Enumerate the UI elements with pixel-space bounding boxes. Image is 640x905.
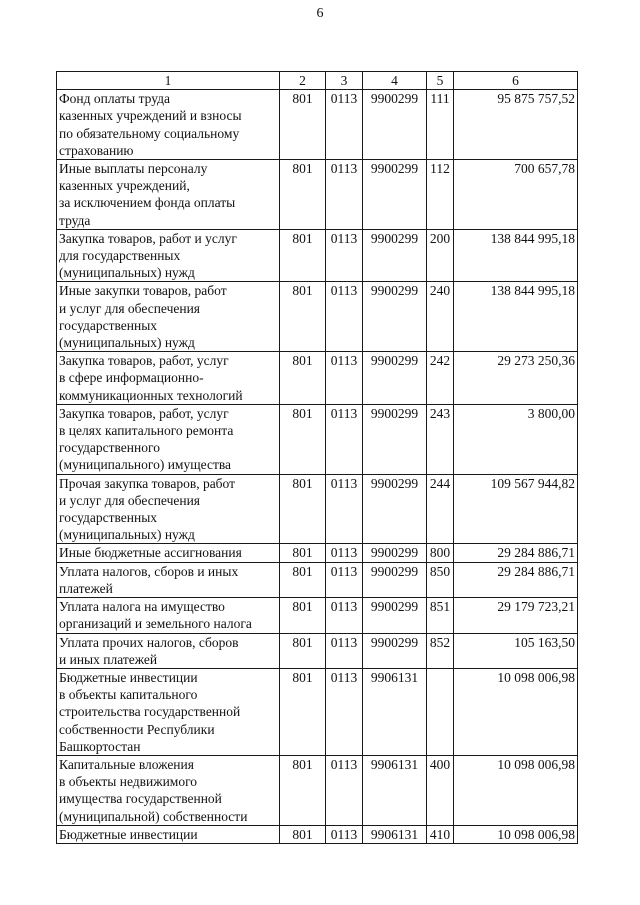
- expense-name: Капитальные вложения в объекты недвижимого имущества государственной (муниципальной) собственности: [57, 755, 280, 825]
- target-code: 9900299: [363, 544, 427, 562]
- section-code: 0113: [326, 352, 363, 405]
- table-row: [57, 90, 578, 160]
- expense-type-code: 244: [427, 474, 454, 544]
- table-row: [57, 825, 578, 843]
- expense-name: Закупка товаров, работ и услуг для государственных (муниципальных) нужд: [57, 229, 280, 282]
- target-code: 9900299: [363, 474, 427, 544]
- amount: 3 800,00: [454, 404, 578, 474]
- table-row: [57, 562, 578, 597]
- target-code: 9900299: [363, 282, 427, 352]
- table-row: [57, 544, 578, 562]
- section-code: 0113: [326, 825, 363, 843]
- page-number: 6: [316, 6, 324, 21]
- grbs-code: 801: [280, 282, 326, 352]
- section-code: 0113: [326, 282, 363, 352]
- header-col-3: 3: [326, 72, 363, 90]
- header-col-1: 1: [57, 72, 280, 90]
- expense-name: Прочая закупка товаров, работ и услуг для обеспечения государственных (муниципальных) нужд: [57, 474, 280, 544]
- table-row: [57, 229, 578, 282]
- expense-type-code: 200: [427, 229, 454, 282]
- grbs-code: 801: [280, 825, 326, 843]
- grbs-code: 801: [280, 404, 326, 474]
- expense-type-code: 242: [427, 352, 454, 405]
- amount: 10 098 006,98: [454, 755, 578, 825]
- section-code: 0113: [326, 598, 363, 633]
- grbs-code: 801: [280, 562, 326, 597]
- expense-name: Бюджетные инвестиции: [57, 825, 280, 843]
- expense-type-code: 850: [427, 562, 454, 597]
- expense-type-code: 852: [427, 633, 454, 668]
- expense-name: Иные бюджетные ассигнования: [57, 544, 280, 562]
- amount: 29 284 886,71: [454, 562, 578, 597]
- expense-name: Уплата налогов, сборов и иных платежей: [57, 562, 280, 597]
- table-row: [57, 668, 578, 755]
- amount: 700 657,78: [454, 160, 578, 230]
- amount: 29 284 886,71: [454, 544, 578, 562]
- amount: 138 844 995,18: [454, 282, 578, 352]
- table-row: [57, 755, 578, 825]
- section-code: 0113: [326, 668, 363, 755]
- amount: 109 567 944,82: [454, 474, 578, 544]
- amount: 10 098 006,98: [454, 825, 578, 843]
- expense-type-code: 111: [427, 90, 454, 160]
- expense-type-code: 112: [427, 160, 454, 230]
- expense-type-code: [427, 668, 454, 755]
- expense-name: Уплата налога на имущество организаций и земельного налога: [57, 598, 280, 633]
- budget-table: [56, 71, 578, 844]
- amount: 105 163,50: [454, 633, 578, 668]
- grbs-code: 801: [280, 90, 326, 160]
- section-code: 0113: [326, 755, 363, 825]
- grbs-code: 801: [280, 229, 326, 282]
- grbs-code: 801: [280, 160, 326, 230]
- amount: 138 844 995,18: [454, 229, 578, 282]
- header-col-5: 5: [427, 72, 454, 90]
- target-code: 9906131: [363, 825, 427, 843]
- table-row: [57, 160, 578, 230]
- header-row: [57, 72, 578, 90]
- amount: 10 098 006,98: [454, 668, 578, 755]
- section-code: 0113: [326, 544, 363, 562]
- amount: 95 875 757,52: [454, 90, 578, 160]
- section-code: 0113: [326, 633, 363, 668]
- expense-name: Иные выплаты персоналу казенных учреждений, за исключением фонда оплаты труда: [57, 160, 280, 230]
- grbs-code: 801: [280, 598, 326, 633]
- target-code: 9900299: [363, 352, 427, 405]
- target-code: 9900299: [363, 598, 427, 633]
- expense-name: Закупка товаров, работ, услуг в сфере информационно- коммуникационных технологий: [57, 352, 280, 405]
- target-code: 9906131: [363, 668, 427, 755]
- target-code: 9900299: [363, 90, 427, 160]
- expense-name: Фонд оплаты труда казенных учреждений и взносы по обязательному социальному страхованию: [57, 90, 280, 160]
- grbs-code: 801: [280, 544, 326, 562]
- section-code: 0113: [326, 160, 363, 230]
- table-row: [57, 282, 578, 352]
- target-code: 9900299: [363, 562, 427, 597]
- section-code: 0113: [326, 404, 363, 474]
- expense-type-code: 243: [427, 404, 454, 474]
- target-code: 9900299: [363, 229, 427, 282]
- table-row: [57, 598, 578, 633]
- expense-type-code: 410: [427, 825, 454, 843]
- expense-name: Иные закупки товаров, работ и услуг для обеспечения государственных (муниципальных) нужд: [57, 282, 280, 352]
- header-col-4: 4: [363, 72, 427, 90]
- table-row: [57, 633, 578, 668]
- section-code: 0113: [326, 562, 363, 597]
- expense-type-code: 800: [427, 544, 454, 562]
- target-code: 9906131: [363, 755, 427, 825]
- grbs-code: 801: [280, 668, 326, 755]
- table-row: [57, 352, 578, 405]
- expense-name: Бюджетные инвестиции в объекты капитального строительства государственной собственности Республики Башкортостан: [57, 668, 280, 755]
- grbs-code: 801: [280, 755, 326, 825]
- grbs-code: 801: [280, 352, 326, 405]
- expense-name: Уплата прочих налогов, сборов и иных платежей: [57, 633, 280, 668]
- section-code: 0113: [326, 474, 363, 544]
- expense-type-code: 240: [427, 282, 454, 352]
- expense-type-code: 851: [427, 598, 454, 633]
- target-code: 9900299: [363, 404, 427, 474]
- target-code: 9900299: [363, 633, 427, 668]
- expense-type-code: 400: [427, 755, 454, 825]
- section-code: 0113: [326, 229, 363, 282]
- grbs-code: 801: [280, 474, 326, 544]
- expense-name: Закупка товаров, работ, услуг в целях капитального ремонта государственного (муниципального) имущества: [57, 404, 280, 474]
- section-code: 0113: [326, 90, 363, 160]
- header-col-6: 6: [454, 72, 578, 90]
- grbs-code: 801: [280, 633, 326, 668]
- header-col-2: 2: [280, 72, 326, 90]
- target-code: 9900299: [363, 160, 427, 230]
- table-row: [57, 404, 578, 474]
- table-row: [57, 474, 578, 544]
- amount: 29 179 723,21: [454, 598, 578, 633]
- amount: 29 273 250,36: [454, 352, 578, 405]
